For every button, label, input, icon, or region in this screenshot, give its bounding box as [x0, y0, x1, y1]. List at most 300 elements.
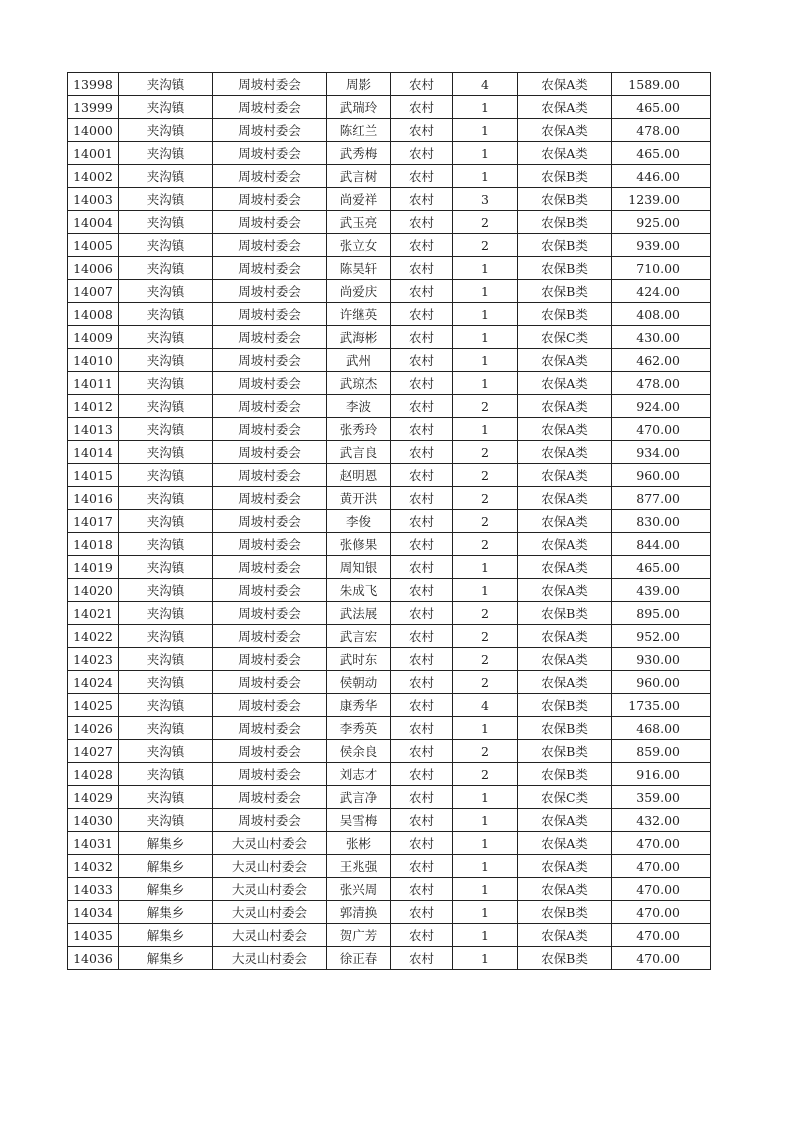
township-cell: 解集乡 [119, 947, 213, 970]
household-count-cell: 1 [453, 717, 518, 740]
household-count-cell: 1 [453, 372, 518, 395]
amount-cell: 408.00 [612, 303, 711, 326]
amount-cell: 934.00 [612, 441, 711, 464]
row-id-cell: 14036 [68, 947, 119, 970]
amount-cell: 895.00 [612, 602, 711, 625]
insurance-category-cell: 农保A类 [518, 533, 612, 556]
row-id-cell: 14000 [68, 119, 119, 142]
village-committee-cell: 周坡村委会 [213, 73, 327, 96]
insurance-category-cell: 农保B类 [518, 234, 612, 257]
table-row [68, 257, 711, 280]
insurance-category-cell: 农保A类 [518, 579, 612, 602]
township-cell: 解集乡 [119, 855, 213, 878]
household-count-cell: 1 [453, 855, 518, 878]
table-row [68, 165, 711, 188]
person-name-cell: 张立女 [327, 234, 391, 257]
insurance-category-cell: 农保A类 [518, 832, 612, 855]
person-name-cell: 武琼杰 [327, 372, 391, 395]
household-type-cell: 农村 [391, 211, 453, 234]
person-name-cell: 张兴周 [327, 878, 391, 901]
person-name-cell: 黄开洪 [327, 487, 391, 510]
table-row [68, 234, 711, 257]
household-count-cell: 2 [453, 740, 518, 763]
township-cell: 夹沟镇 [119, 211, 213, 234]
row-id-cell: 14009 [68, 326, 119, 349]
row-id-cell: 14019 [68, 556, 119, 579]
village-committee-cell: 周坡村委会 [213, 372, 327, 395]
person-name-cell: 郭清换 [327, 901, 391, 924]
household-count-cell: 3 [453, 188, 518, 211]
table-row [68, 441, 711, 464]
row-id-cell: 14018 [68, 533, 119, 556]
data-table [67, 72, 711, 970]
insurance-category-cell: 农保B类 [518, 763, 612, 786]
table-row [68, 924, 711, 947]
township-cell: 解集乡 [119, 901, 213, 924]
household-type-cell: 农村 [391, 303, 453, 326]
village-committee-cell: 大灵山村委会 [213, 901, 327, 924]
household-count-cell: 1 [453, 418, 518, 441]
insurance-category-cell: 农保A类 [518, 556, 612, 579]
amount-cell: 952.00 [612, 625, 711, 648]
household-type-cell: 农村 [391, 556, 453, 579]
table-row [68, 694, 711, 717]
insurance-category-cell: 农保B类 [518, 901, 612, 924]
insurance-category-cell: 农保B类 [518, 602, 612, 625]
household-type-cell: 农村 [391, 234, 453, 257]
insurance-category-cell: 农保A类 [518, 924, 612, 947]
table-row [68, 648, 711, 671]
township-cell: 夹沟镇 [119, 441, 213, 464]
table-row [68, 809, 711, 832]
row-id-cell: 14021 [68, 602, 119, 625]
household-type-cell: 农村 [391, 740, 453, 763]
person-name-cell: 王兆强 [327, 855, 391, 878]
amount-cell: 939.00 [612, 234, 711, 257]
household-count-cell: 2 [453, 487, 518, 510]
insurance-category-cell: 农保A类 [518, 625, 612, 648]
village-committee-cell: 周坡村委会 [213, 763, 327, 786]
table-row [68, 487, 711, 510]
row-id-cell: 14026 [68, 717, 119, 740]
household-type-cell: 农村 [391, 832, 453, 855]
amount-cell: 465.00 [612, 556, 711, 579]
amount-cell: 877.00 [612, 487, 711, 510]
person-name-cell: 武言净 [327, 786, 391, 809]
row-id-cell: 14013 [68, 418, 119, 441]
village-committee-cell: 周坡村委会 [213, 142, 327, 165]
amount-cell: 359.00 [612, 786, 711, 809]
table-row [68, 740, 711, 763]
table-row [68, 119, 711, 142]
township-cell: 夹沟镇 [119, 694, 213, 717]
table-row [68, 763, 711, 786]
insurance-category-cell: 农保B类 [518, 694, 612, 717]
person-name-cell: 贺广芳 [327, 924, 391, 947]
household-count-cell: 2 [453, 464, 518, 487]
household-type-cell: 农村 [391, 947, 453, 970]
household-type-cell: 农村 [391, 165, 453, 188]
amount-cell: 470.00 [612, 855, 711, 878]
household-type-cell: 农村 [391, 349, 453, 372]
insurance-category-cell: 农保B类 [518, 740, 612, 763]
amount-cell: 844.00 [612, 533, 711, 556]
amount-cell: 1589.00 [612, 73, 711, 96]
household-count-cell: 2 [453, 533, 518, 556]
table-row [68, 878, 711, 901]
insurance-category-cell: 农保B类 [518, 947, 612, 970]
person-name-cell: 武玉亮 [327, 211, 391, 234]
household-count-cell: 1 [453, 280, 518, 303]
amount-cell: 439.00 [612, 579, 711, 602]
table-row [68, 855, 711, 878]
row-id-cell: 14002 [68, 165, 119, 188]
amount-cell: 924.00 [612, 395, 711, 418]
household-type-cell: 农村 [391, 579, 453, 602]
table-row [68, 372, 711, 395]
township-cell: 解集乡 [119, 878, 213, 901]
household-count-cell: 2 [453, 441, 518, 464]
insurance-category-cell: 农保A类 [518, 487, 612, 510]
person-name-cell: 周影 [327, 73, 391, 96]
household-type-cell: 农村 [391, 372, 453, 395]
household-type-cell: 农村 [391, 96, 453, 119]
village-committee-cell: 周坡村委会 [213, 464, 327, 487]
household-type-cell: 农村 [391, 395, 453, 418]
amount-cell: 470.00 [612, 947, 711, 970]
row-id-cell: 14034 [68, 901, 119, 924]
person-name-cell: 侯余良 [327, 740, 391, 763]
amount-cell: 446.00 [612, 165, 711, 188]
person-name-cell: 陈昊轩 [327, 257, 391, 280]
row-id-cell: 14010 [68, 349, 119, 372]
household-count-cell: 4 [453, 694, 518, 717]
village-committee-cell: 大灵山村委会 [213, 878, 327, 901]
household-count-cell: 2 [453, 625, 518, 648]
township-cell: 夹沟镇 [119, 763, 213, 786]
row-id-cell: 14015 [68, 464, 119, 487]
household-count-cell: 1 [453, 901, 518, 924]
household-count-cell: 1 [453, 257, 518, 280]
amount-cell: 1735.00 [612, 694, 711, 717]
row-id-cell: 14025 [68, 694, 119, 717]
township-cell: 夹沟镇 [119, 510, 213, 533]
table-row [68, 211, 711, 234]
township-cell: 夹沟镇 [119, 556, 213, 579]
table-row [68, 303, 711, 326]
row-id-cell: 13999 [68, 96, 119, 119]
village-committee-cell: 大灵山村委会 [213, 924, 327, 947]
township-cell: 夹沟镇 [119, 740, 213, 763]
household-count-cell: 1 [453, 142, 518, 165]
village-committee-cell: 大灵山村委会 [213, 832, 327, 855]
insurance-category-cell: 农保B类 [518, 717, 612, 740]
person-name-cell: 武言树 [327, 165, 391, 188]
person-name-cell: 周知银 [327, 556, 391, 579]
table-row [68, 510, 711, 533]
table-row [68, 947, 711, 970]
household-type-cell: 农村 [391, 924, 453, 947]
table-row [68, 280, 711, 303]
person-name-cell: 尚爱庆 [327, 280, 391, 303]
amount-cell: 960.00 [612, 464, 711, 487]
household-type-cell: 农村 [391, 280, 453, 303]
row-id-cell: 14023 [68, 648, 119, 671]
household-type-cell: 农村 [391, 786, 453, 809]
village-committee-cell: 周坡村委会 [213, 510, 327, 533]
row-id-cell: 14030 [68, 809, 119, 832]
township-cell: 夹沟镇 [119, 372, 213, 395]
amount-cell: 478.00 [612, 372, 711, 395]
person-name-cell: 武秀梅 [327, 142, 391, 165]
table-row [68, 326, 711, 349]
insurance-category-cell: 农保B类 [518, 280, 612, 303]
village-committee-cell: 周坡村委会 [213, 349, 327, 372]
village-committee-cell: 周坡村委会 [213, 625, 327, 648]
household-count-cell: 1 [453, 579, 518, 602]
household-count-cell: 1 [453, 326, 518, 349]
insurance-category-cell: 农保A类 [518, 96, 612, 119]
household-count-cell: 2 [453, 602, 518, 625]
township-cell: 夹沟镇 [119, 303, 213, 326]
village-committee-cell: 周坡村委会 [213, 96, 327, 119]
insurance-category-cell: 农保A类 [518, 349, 612, 372]
insurance-category-cell: 农保A类 [518, 441, 612, 464]
household-count-cell: 1 [453, 165, 518, 188]
township-cell: 解集乡 [119, 924, 213, 947]
amount-cell: 930.00 [612, 648, 711, 671]
row-id-cell: 14014 [68, 441, 119, 464]
insurance-category-cell: 农保A类 [518, 671, 612, 694]
household-type-cell: 农村 [391, 119, 453, 142]
township-cell: 夹沟镇 [119, 119, 213, 142]
household-type-cell: 农村 [391, 671, 453, 694]
household-type-cell: 农村 [391, 855, 453, 878]
amount-cell: 470.00 [612, 924, 711, 947]
household-type-cell: 农村 [391, 694, 453, 717]
village-committee-cell: 周坡村委会 [213, 234, 327, 257]
township-cell: 夹沟镇 [119, 73, 213, 96]
row-id-cell: 14022 [68, 625, 119, 648]
amount-cell: 470.00 [612, 901, 711, 924]
village-committee-cell: 周坡村委会 [213, 418, 327, 441]
row-id-cell: 14012 [68, 395, 119, 418]
household-count-cell: 1 [453, 96, 518, 119]
village-committee-cell: 周坡村委会 [213, 211, 327, 234]
village-committee-cell: 周坡村委会 [213, 786, 327, 809]
township-cell: 夹沟镇 [119, 602, 213, 625]
household-type-cell: 农村 [391, 487, 453, 510]
township-cell: 夹沟镇 [119, 326, 213, 349]
person-name-cell: 李秀英 [327, 717, 391, 740]
township-cell: 夹沟镇 [119, 464, 213, 487]
amount-cell: 830.00 [612, 510, 711, 533]
household-count-cell: 1 [453, 878, 518, 901]
household-count-cell: 1 [453, 809, 518, 832]
row-id-cell: 14004 [68, 211, 119, 234]
person-name-cell: 武法展 [327, 602, 391, 625]
household-count-cell: 2 [453, 395, 518, 418]
household-type-cell: 农村 [391, 142, 453, 165]
table-row [68, 556, 711, 579]
row-id-cell: 13998 [68, 73, 119, 96]
insurance-category-cell: 农保A类 [518, 119, 612, 142]
row-id-cell: 14029 [68, 786, 119, 809]
village-committee-cell: 周坡村委会 [213, 579, 327, 602]
amount-cell: 960.00 [612, 671, 711, 694]
table-body [68, 73, 711, 970]
insurance-category-cell: 农保A类 [518, 418, 612, 441]
person-name-cell: 武海彬 [327, 326, 391, 349]
amount-cell: 465.00 [612, 96, 711, 119]
table-row [68, 579, 711, 602]
table-row [68, 418, 711, 441]
household-type-cell: 农村 [391, 809, 453, 832]
person-name-cell: 张彬 [327, 832, 391, 855]
township-cell: 夹沟镇 [119, 648, 213, 671]
household-type-cell: 农村 [391, 464, 453, 487]
township-cell: 夹沟镇 [119, 142, 213, 165]
township-cell: 夹沟镇 [119, 165, 213, 188]
table-row [68, 602, 711, 625]
row-id-cell: 14032 [68, 855, 119, 878]
household-count-cell: 1 [453, 924, 518, 947]
township-cell: 夹沟镇 [119, 96, 213, 119]
insurance-category-cell: 农保A类 [518, 648, 612, 671]
person-name-cell: 李波 [327, 395, 391, 418]
township-cell: 夹沟镇 [119, 234, 213, 257]
village-committee-cell: 大灵山村委会 [213, 947, 327, 970]
township-cell: 夹沟镇 [119, 786, 213, 809]
insurance-category-cell: 农保B类 [518, 257, 612, 280]
amount-cell: 710.00 [612, 257, 711, 280]
person-name-cell: 武言宏 [327, 625, 391, 648]
household-type-cell: 农村 [391, 441, 453, 464]
village-committee-cell: 周坡村委会 [213, 556, 327, 579]
table-row [68, 717, 711, 740]
table-row [68, 395, 711, 418]
township-cell: 夹沟镇 [119, 579, 213, 602]
row-id-cell: 14006 [68, 257, 119, 280]
township-cell: 夹沟镇 [119, 395, 213, 418]
village-committee-cell: 周坡村委会 [213, 740, 327, 763]
table-row [68, 349, 711, 372]
person-name-cell: 武瑞玲 [327, 96, 391, 119]
table-row [68, 142, 711, 165]
amount-cell: 432.00 [612, 809, 711, 832]
row-id-cell: 14020 [68, 579, 119, 602]
village-committee-cell: 周坡村委会 [213, 694, 327, 717]
person-name-cell: 朱成飞 [327, 579, 391, 602]
household-count-cell: 1 [453, 947, 518, 970]
insurance-category-cell: 农保B类 [518, 188, 612, 211]
row-id-cell: 14011 [68, 372, 119, 395]
village-committee-cell: 周坡村委会 [213, 441, 327, 464]
township-cell: 夹沟镇 [119, 418, 213, 441]
household-type-cell: 农村 [391, 878, 453, 901]
household-count-cell: 2 [453, 671, 518, 694]
person-name-cell: 侯朝动 [327, 671, 391, 694]
person-name-cell: 武言良 [327, 441, 391, 464]
household-type-cell: 农村 [391, 418, 453, 441]
insurance-category-cell: 农保B类 [518, 211, 612, 234]
person-name-cell: 尚爱祥 [327, 188, 391, 211]
amount-cell: 468.00 [612, 717, 711, 740]
township-cell: 夹沟镇 [119, 280, 213, 303]
household-type-cell: 农村 [391, 73, 453, 96]
township-cell: 夹沟镇 [119, 625, 213, 648]
household-type-cell: 农村 [391, 717, 453, 740]
village-committee-cell: 周坡村委会 [213, 809, 327, 832]
village-committee-cell: 周坡村委会 [213, 188, 327, 211]
village-committee-cell: 大灵山村委会 [213, 855, 327, 878]
row-id-cell: 14027 [68, 740, 119, 763]
insurance-category-cell: 农保A类 [518, 809, 612, 832]
person-name-cell: 张秀玲 [327, 418, 391, 441]
insurance-category-cell: 农保A类 [518, 878, 612, 901]
household-type-cell: 农村 [391, 763, 453, 786]
household-type-cell: 农村 [391, 257, 453, 280]
person-name-cell: 武州 [327, 349, 391, 372]
amount-cell: 859.00 [612, 740, 711, 763]
row-id-cell: 14003 [68, 188, 119, 211]
household-count-cell: 1 [453, 832, 518, 855]
row-id-cell: 14024 [68, 671, 119, 694]
household-count-cell: 2 [453, 510, 518, 533]
household-count-cell: 2 [453, 763, 518, 786]
household-type-cell: 农村 [391, 326, 453, 349]
table-row [68, 188, 711, 211]
person-name-cell: 吴雪梅 [327, 809, 391, 832]
household-count-cell: 1 [453, 786, 518, 809]
insurance-category-cell: 农保A类 [518, 142, 612, 165]
township-cell: 夹沟镇 [119, 717, 213, 740]
insurance-category-cell: 农保A类 [518, 395, 612, 418]
amount-cell: 470.00 [612, 878, 711, 901]
village-committee-cell: 周坡村委会 [213, 257, 327, 280]
township-cell: 夹沟镇 [119, 257, 213, 280]
village-committee-cell: 周坡村委会 [213, 119, 327, 142]
table-row [68, 533, 711, 556]
person-name-cell: 陈红兰 [327, 119, 391, 142]
village-committee-cell: 周坡村委会 [213, 165, 327, 188]
row-id-cell: 14005 [68, 234, 119, 257]
household-type-cell: 农村 [391, 188, 453, 211]
household-count-cell: 4 [453, 73, 518, 96]
household-count-cell: 2 [453, 234, 518, 257]
village-committee-cell: 周坡村委会 [213, 602, 327, 625]
table-row [68, 671, 711, 694]
insurance-category-cell: 农保B类 [518, 165, 612, 188]
row-id-cell: 14033 [68, 878, 119, 901]
village-committee-cell: 周坡村委会 [213, 487, 327, 510]
village-committee-cell: 周坡村委会 [213, 395, 327, 418]
insurance-category-cell: 农保C类 [518, 786, 612, 809]
township-cell: 夹沟镇 [119, 188, 213, 211]
household-type-cell: 农村 [391, 602, 453, 625]
amount-cell: 424.00 [612, 280, 711, 303]
amount-cell: 462.00 [612, 349, 711, 372]
household-count-cell: 1 [453, 119, 518, 142]
household-type-cell: 农村 [391, 533, 453, 556]
table-row [68, 73, 711, 96]
row-id-cell: 14001 [68, 142, 119, 165]
person-name-cell: 许继英 [327, 303, 391, 326]
table-row [68, 464, 711, 487]
township-cell: 夹沟镇 [119, 349, 213, 372]
row-id-cell: 14028 [68, 763, 119, 786]
insurance-category-cell: 农保B类 [518, 303, 612, 326]
